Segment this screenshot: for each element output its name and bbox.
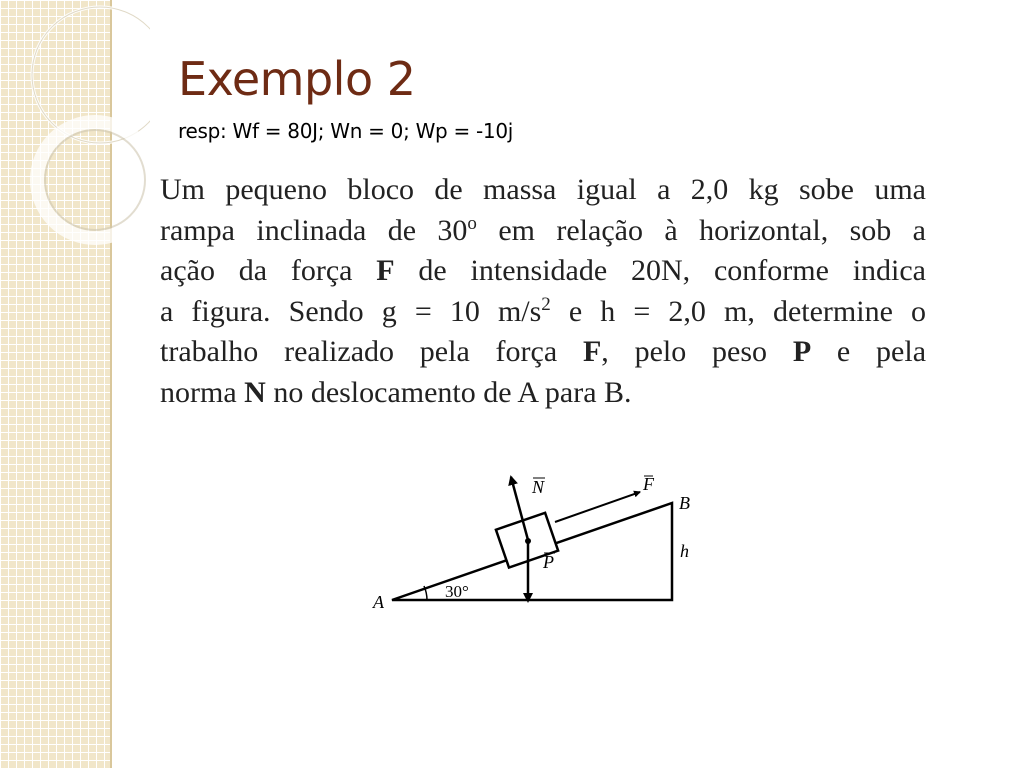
point-A-label: A [373,592,384,612]
problem-statement [160,170,926,413]
problem-line-3 [160,251,926,292]
problem-line-6 [160,373,926,414]
angle-label: 30° [445,582,469,601]
problem-text: ação da força [160,254,377,287]
problem-text: norma [160,375,245,409]
force-symbol-F: F [582,335,602,368]
problem-text: trabalho realizado pela força [160,335,583,368]
degree-superscript: o [467,212,477,234]
problem-text: de intensidade 20N, conforme indica [394,254,927,287]
problem-text: rampa inclinada de 30 [160,213,468,247]
problem-text: e pela [811,335,927,368]
problem-text: em relação à horizontal, sob a [476,213,926,247]
slide-title: Exemplo 2 [178,52,416,106]
problem-text: a figura. Sendo g = 10 m/s [160,294,542,328]
inclined-plane-figure [365,465,705,615]
force-F-label: F [643,474,654,494]
point-B-label: B [679,493,690,513]
exponent-superscript: 2 [541,293,551,315]
problem-line-4 [160,292,926,333]
weight-P-label: P [543,552,554,572]
force-symbol-F: F [376,254,395,287]
side-decoration-strip [0,0,112,768]
normal-symbol-N: N [244,375,266,409]
problem-line-1 [160,170,926,211]
problem-line-2 [160,211,926,252]
problem-line-5 [160,332,926,373]
weight-symbol-P: P [792,335,812,368]
problem-text: no deslocamento de A para B. [265,375,632,409]
normal-N-label: N [532,477,545,497]
problem-text: e h = 2,0 m, determine o [550,294,926,328]
problem-text: Um pequeno bloco de massa igual a 2,0 kg sobe uma [160,173,926,206]
answer-subtitle: resp: Wf = 80J; Wn = 0; Wp = -10j [178,119,514,143]
problem-text: , pelo peso [601,335,793,368]
height-h-label: h [680,541,689,561]
